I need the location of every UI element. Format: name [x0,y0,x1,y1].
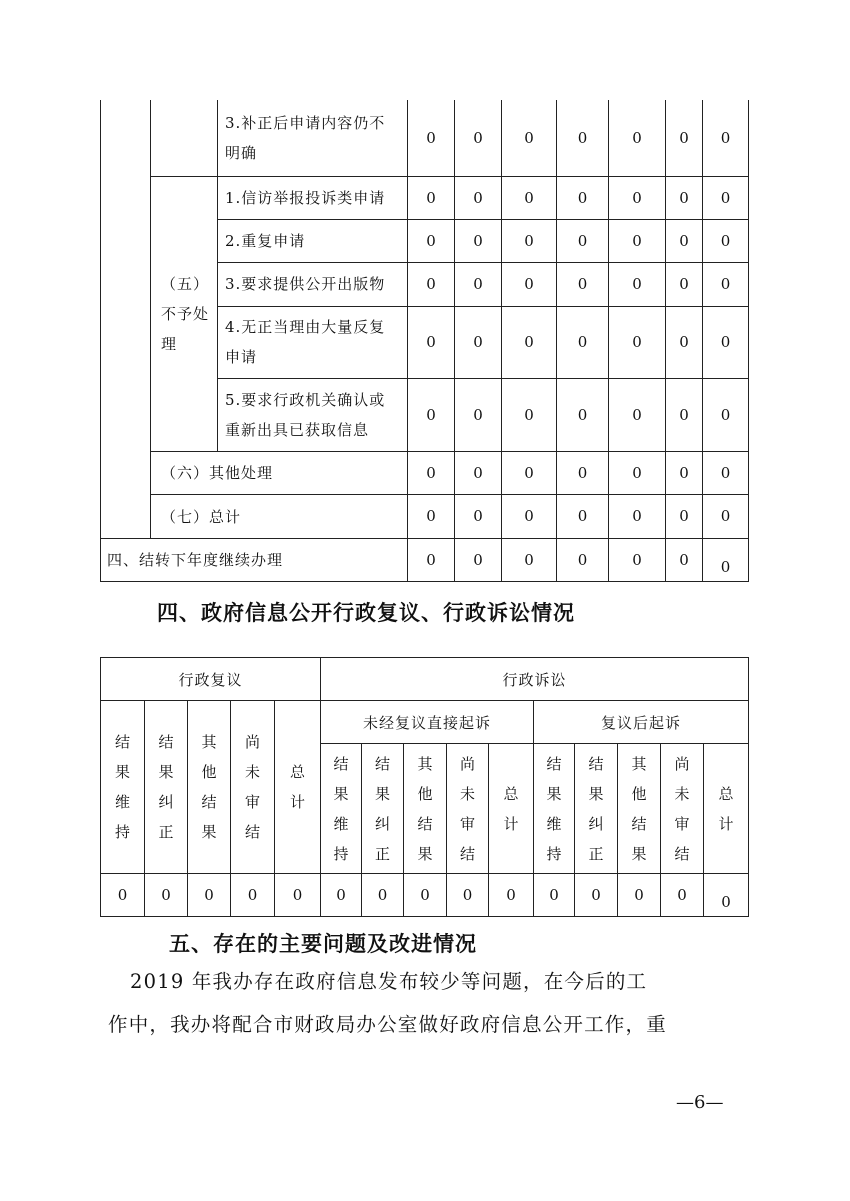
paragraph-line: 作中，我办将配合市财政局办公室做好政府信息公开工作，重 [108,1013,667,1036]
value-cell: 0 [703,451,749,494]
group-label: （五）不予处理 [151,176,218,451]
review-litigation-table [100,657,749,917]
value-cell: 0 [666,538,703,581]
value-cell: 0 [534,874,575,917]
value-cell: 0 [489,874,534,917]
col-header: 其他结果 [188,701,231,874]
value-cell: 0 [408,378,455,451]
value-cell: 0 [609,451,666,494]
application-handling-table [100,100,749,582]
direct-suit-header: 未经复议直接起诉 [321,701,534,744]
value-cell: 0 [455,306,502,378]
value-cell: 0 [557,219,609,262]
row-label: 1.信访举报投诉类申请 [218,176,408,219]
value-cell: 0 [408,538,455,581]
row-label: 3.补正后申请内容仍不明确 [218,100,408,176]
value-cell: 0 [404,874,447,917]
value-cell: 0 [455,451,502,494]
value-cell: 0 [557,100,609,176]
value-cell: 0 [321,874,362,917]
after-review-header: 复议后起诉 [534,701,749,744]
value-cell: 0 [703,494,749,538]
col-header: 结果纠正 [145,701,188,874]
value-cell: 0 [666,219,703,262]
value-cell: 0 [502,538,557,581]
value-cell: 0 [455,100,502,176]
table-row [101,451,749,494]
value-cell: 0 [455,378,502,451]
value-cell: 0 [703,306,749,378]
value-cell: 0 [455,176,502,219]
value-cell: 0 [408,176,455,219]
group-cell [151,100,218,176]
value-cell: 0 [447,874,489,917]
col-header: 总计 [704,744,749,874]
row-label: 3.要求提供公开出版物 [218,262,408,306]
value-cell: 0 [666,306,703,378]
value-cell: 0 [557,494,609,538]
value-cell: 0 [666,176,703,219]
col-header: 尚未审结 [231,701,275,874]
value-cell: 0 [666,378,703,451]
paragraph-line: 2019 年我办存在政府信息发布较少等问题，在今后的工 [130,970,648,993]
row-label: （七）总计 [151,494,408,538]
value-cell: 0 [609,100,666,176]
value-cell: 0 [703,100,749,176]
table-row [101,874,749,917]
table-row [101,494,749,538]
section-4-title: 四、政府信息公开行政复议、行政诉讼情况 [157,601,575,625]
value-cell: 0 [408,451,455,494]
value-cell: 0 [666,451,703,494]
value-cell: 0 [408,494,455,538]
col-header: 总计 [275,701,321,874]
table-row [101,538,749,581]
row-label: （六）其他处理 [151,451,408,494]
value-cell: 0 [408,219,455,262]
page-number: —6— [676,1092,724,1113]
value-cell: 0 [502,100,557,176]
value-cell: 0 [557,262,609,306]
value-cell: 0 [188,874,231,917]
value-cell: 0 [455,219,502,262]
col-header: 尚未审结 [447,744,489,874]
row-label: 四、结转下年度继续办理 [101,538,408,581]
value-cell: 0 [362,874,404,917]
col-header: 其他结果 [404,744,447,874]
col-header: 结果纠正 [362,744,404,874]
col-header: 其他结果 [618,744,661,874]
section-5-title: 五、存在的主要问题及改进情况 [169,932,477,956]
value-cell: 0 [502,306,557,378]
value-cell: 0 [408,100,455,176]
category-cell [101,100,151,538]
value-cell: 0 [666,100,703,176]
value-cell: 0 [557,451,609,494]
value-cell: 0 [609,176,666,219]
col-header: 结果维持 [101,701,145,874]
table-row [101,658,749,701]
value-cell: 0 [502,451,557,494]
value-cell: 0 [502,219,557,262]
value-cell: 0 [502,378,557,451]
row-label: 2.重复申请 [218,219,408,262]
value-cell: 0 [275,874,321,917]
value-cell: 0 [661,874,704,917]
value-cell: 0 [666,494,703,538]
value-cell: 0 [455,262,502,306]
value-cell: 0 [666,262,703,306]
value-cell: 0 [101,874,145,917]
value-cell: 0 [703,262,749,306]
litigation-header: 行政诉讼 [321,658,749,701]
value-cell: 0 [609,219,666,262]
value-cell: 0 [703,538,749,581]
value-cell: 0 [575,874,618,917]
value-cell: 0 [502,262,557,306]
col-header: 结果维持 [534,744,575,874]
col-header: 结果维持 [321,744,362,874]
value-cell: 0 [145,874,188,917]
row-label: 4.无正当理由大量反复申请 [218,306,408,378]
table-row [101,176,749,219]
value-cell: 0 [502,176,557,219]
table-row [101,701,749,744]
value-cell: 0 [704,874,749,917]
col-header: 结果纠正 [575,744,618,874]
value-cell: 0 [408,262,455,306]
review-header: 行政复议 [101,658,321,701]
value-cell: 0 [455,538,502,581]
value-cell: 0 [408,306,455,378]
value-cell: 0 [703,219,749,262]
value-cell: 0 [609,378,666,451]
value-cell: 0 [557,378,609,451]
value-cell: 0 [609,538,666,581]
value-cell: 0 [609,306,666,378]
value-cell: 0 [557,306,609,378]
value-cell: 0 [455,494,502,538]
value-cell: 0 [557,176,609,219]
col-header: 总计 [489,744,534,874]
value-cell: 0 [609,494,666,538]
value-cell: 0 [557,538,609,581]
row-label: 5.要求行政机关确认或重新出具已获取信息 [218,378,408,451]
value-cell: 0 [231,874,275,917]
value-cell: 0 [703,378,749,451]
col-header: 尚未审结 [661,744,704,874]
table-row [101,100,749,176]
value-cell: 0 [609,262,666,306]
value-cell: 0 [703,176,749,219]
value-cell: 0 [618,874,661,917]
value-cell: 0 [502,494,557,538]
